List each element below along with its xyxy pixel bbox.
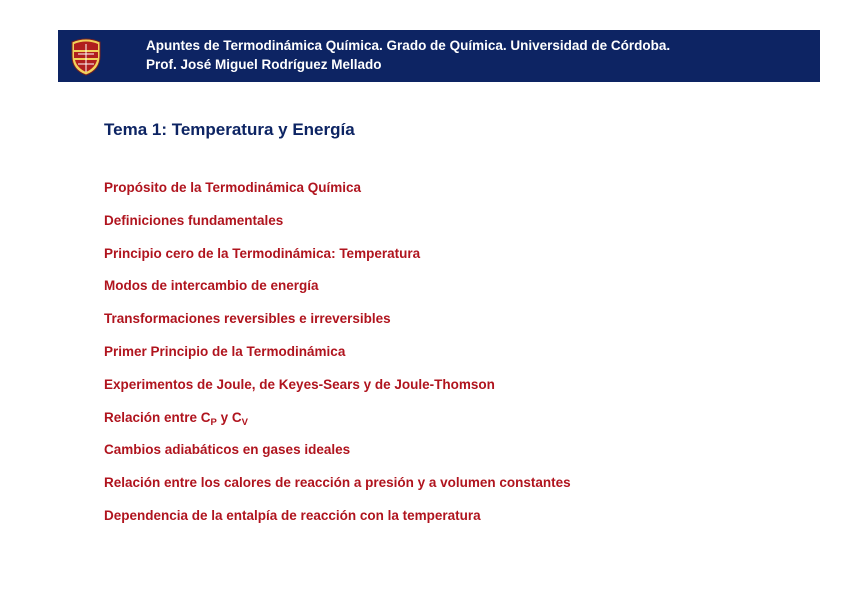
topic-text: y C — [216, 409, 242, 425]
university-seal-icon — [66, 36, 106, 76]
topic-item: Modos de intercambio de energía — [104, 278, 319, 294]
topic-item: Propósito de la Termodinámica Química — [104, 180, 362, 195]
header-course-line: Apuntes de Termodinámica Química. Grado de Química. Universidad de Córdoba. — [146, 38, 671, 53]
topic-item: Transformaciones reversibles e irreversibles — [104, 311, 391, 327]
subscript-v: V — [241, 416, 248, 428]
topic-item: Cambios adiabáticos en gases ideales — [104, 442, 351, 458]
topic-item: Principio cero de la Termodinámica: Temperatura — [104, 245, 421, 261]
topic-item: Experimentos de Joule, de Keyes-Sears y de Joule-Thomson — [104, 376, 495, 392]
topic-item-cp-cv — [104, 410, 571, 443]
page-title: Tema 1: Temperatura y Energía — [104, 120, 355, 139]
topic-item: Relación entre los calores de reacción a presión y a volumen constantes — [104, 475, 571, 491]
header-text — [146, 36, 670, 74]
topic-text: Relación entre C — [104, 409, 211, 425]
topic-item: Dependencia de la entalpía de reacción con la temperatura — [104, 507, 481, 523]
header-banner — [58, 30, 820, 82]
header-professor-line: Prof. José Miguel Rodríguez Mellado — [146, 57, 382, 72]
topic-item: Definiciones fundamentales — [104, 212, 284, 228]
topic-item: Primer Principio de la Termodinámica — [104, 343, 346, 359]
topic-list — [104, 180, 571, 541]
subscript-p: P — [210, 416, 217, 428]
